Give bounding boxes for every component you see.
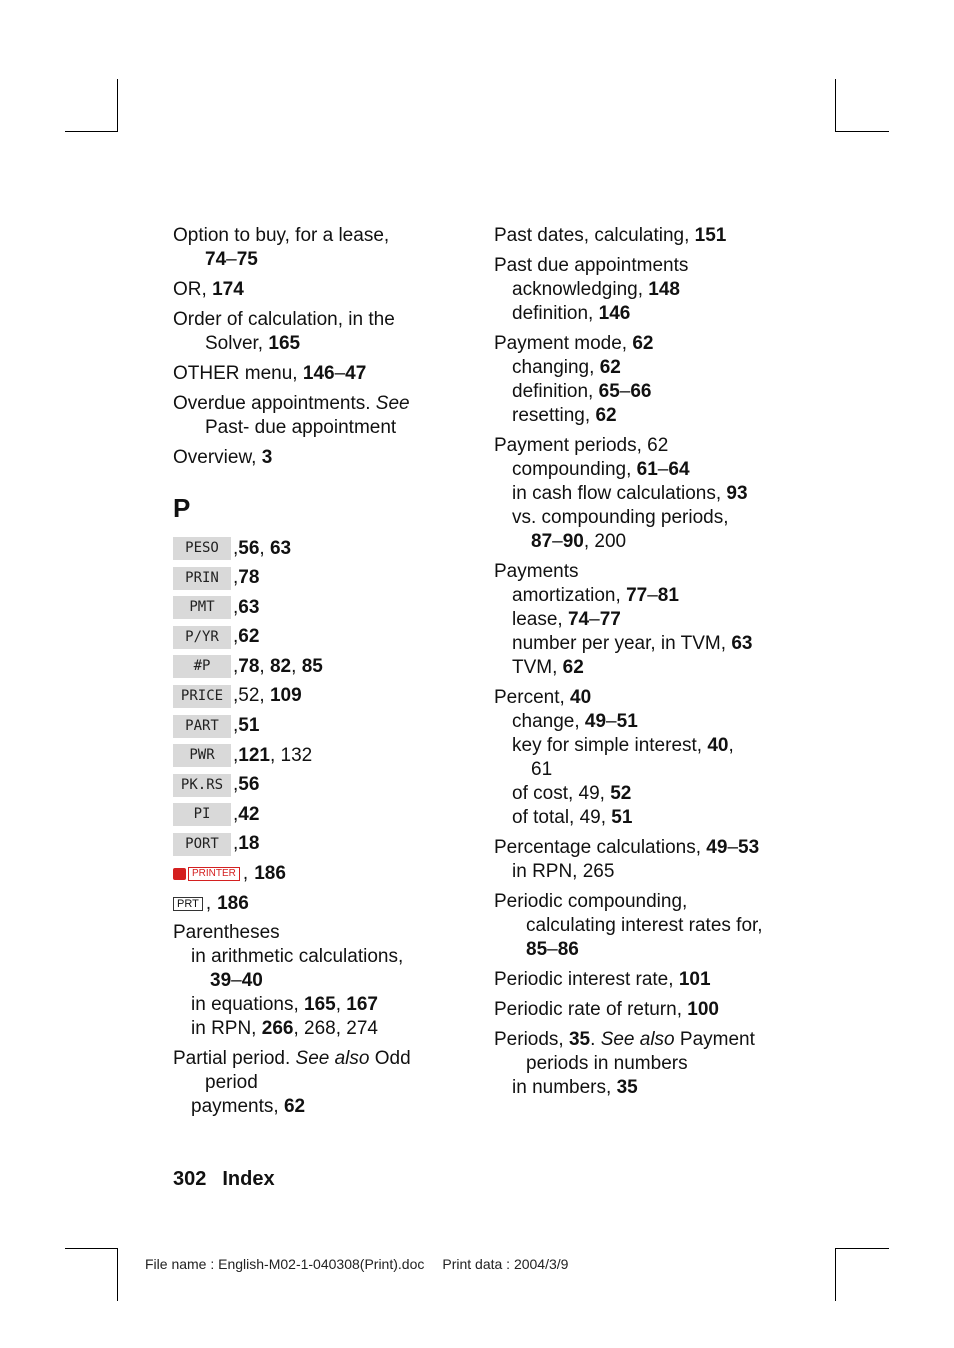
index-entry-printer-key: PRINTER , 186: [173, 862, 473, 887]
index-entry-periodic-interest-rate: [494, 968, 834, 992]
page-ref: 174: [212, 279, 244, 300]
entry-text: in RPN, 265: [512, 861, 615, 882]
page-ref: 35: [616, 1077, 638, 1098]
index-entry-payment-mode: Payment mode, 62 changing, 62 definition, 65–66 resetting, 62: [494, 333, 654, 426]
prt-key-icon: PRT: [173, 897, 203, 911]
index-entry-menu-key: PWR , 121 , 132: [173, 743, 473, 768]
page-ref-text: 61: [531, 759, 553, 780]
page-ref: 121: [238, 744, 270, 766]
index-entry-parentheses: Parentheses in arithmetic calculations, 39–40 in equations, 165, 167 in RPN, 266, 268, 274: [173, 921, 473, 1041]
index-section-letter: P: [173, 493, 191, 523]
page-ref: 132: [280, 744, 313, 766]
menu-key-icon: PART: [173, 715, 231, 738]
entry-text: payments,: [191, 1095, 279, 1117]
index-entry-periods: Periods, 35. See also Payment periods in numbers in numbers, 35: [494, 1028, 834, 1100]
crop-mark-top-right-h: [835, 131, 889, 132]
page-ref: 52: [610, 783, 632, 804]
page-ref: 63: [238, 596, 260, 618]
index-entry-menu-key: PMT , 63: [173, 595, 473, 620]
print-file-info: [145, 1256, 586, 1272]
page-ref: 77: [599, 609, 621, 630]
entry-text: in numbers,: [512, 1077, 612, 1098]
page-ref-text: , 268, 274: [293, 1017, 378, 1039]
page-ref: 87: [531, 531, 553, 552]
entry-text: Percentage calculations,: [494, 837, 702, 858]
menu-key-icon: PRICE: [173, 685, 231, 708]
file-name: File name : English-M02-1-040308(Print).doc: [145, 1256, 425, 1272]
entry-text: resetting,: [512, 405, 591, 426]
index-entry-overdue: [173, 392, 473, 440]
entry-text: in equations,: [191, 993, 299, 1015]
see-reference: See also: [295, 1047, 370, 1069]
page-ref: 109: [269, 685, 302, 707]
index-entry-menu-key: PORT , 18: [173, 832, 473, 857]
page-ref: 78: [238, 655, 260, 677]
menu-key-icon: #P: [173, 655, 231, 678]
index-entry-prt-key: PRT , 186: [173, 891, 473, 916]
entry-text: in cash flow calculations,: [512, 483, 722, 504]
entry-text: Overdue appointments.: [173, 393, 371, 414]
menu-key-icon: PESO: [173, 537, 231, 560]
index-entry-periodic-rate-of-return: [494, 998, 834, 1022]
page-ref: 49: [706, 837, 728, 858]
page-ref: 61: [636, 459, 658, 480]
crop-mark-bottom-left-v: [117, 1248, 118, 1301]
page-ref: 85: [301, 655, 323, 677]
printer-key-icon: [173, 867, 240, 881]
entry-text: of cost, 49,: [512, 783, 605, 804]
page-ref: 74: [205, 249, 227, 270]
index-entry-menu-key: PI , 42: [173, 802, 473, 827]
entry-text: Odd: [374, 1047, 411, 1069]
page-ref: 62: [632, 333, 654, 354]
crop-mark-bottom-left-h: [65, 1248, 118, 1249]
entry-text: definition,: [512, 381, 594, 402]
page-ref: 82: [269, 655, 292, 677]
printer-key-label: PRINTER: [188, 867, 240, 881]
entry-text: Payment periods, 62: [494, 435, 669, 456]
entry-text: OR,: [173, 279, 207, 300]
page-ref: 62: [283, 1095, 306, 1117]
crop-mark-bottom-right-v: [835, 1248, 836, 1301]
index-entry-order-of-calculation: [173, 308, 473, 356]
entry-text: Option to buy, for a lease,: [173, 225, 390, 246]
page-ref: 86: [557, 939, 579, 960]
page-ref: 75: [236, 249, 258, 270]
entry-text: Overview,: [173, 447, 257, 468]
page-ref: 167: [346, 993, 378, 1015]
entry-text: number per year, in TVM,: [512, 633, 727, 654]
page-ref: 42: [238, 803, 260, 825]
page-ref: 186: [217, 892, 249, 914]
index-entry-partial-period: [173, 1047, 473, 1119]
page-ref: 100: [687, 999, 719, 1020]
index-entry-periodic-compounding: Periodic compounding, calculating interest rates for, 85–86: [494, 890, 834, 962]
entry-text: OTHER menu,: [173, 363, 298, 384]
menu-key-icon: PRIN: [173, 567, 231, 590]
entry-text: definition,: [512, 303, 594, 324]
shift-key-icon: [173, 868, 186, 880]
page-ref: 66: [630, 381, 652, 402]
index-entry-option-to-buy: Option to buy, for a lease, 74–75: [173, 224, 473, 272]
entry-text: amortization,: [512, 585, 621, 606]
page-ref: 40: [707, 735, 729, 756]
entry-text: Payment: [679, 1029, 755, 1050]
entry-text: Past due appointments: [494, 255, 689, 276]
see-reference: See: [375, 393, 410, 414]
index-entry-payment-periods: Payment periods, 62 compounding, 61–64 in cash flow calculations, 93 vs. compounding periods, 87–90, 200: [494, 434, 834, 554]
page-ref: 146: [302, 363, 335, 384]
index-right-column: [494, 224, 834, 1106]
page-ref-text: , 200: [583, 531, 627, 552]
crop-mark-top-left-h: [65, 131, 118, 132]
page-number: 302: [173, 1168, 207, 1190]
index-entry-overview: [173, 446, 473, 470]
page-ref: 74: [567, 609, 590, 630]
page-ref: 62: [595, 405, 617, 426]
index-entry-or: [173, 278, 473, 302]
menu-key-icon: P/YR: [173, 626, 231, 649]
page-ref: 63: [731, 633, 753, 654]
section-name: Index: [222, 1168, 275, 1190]
page-ref: 51: [611, 807, 633, 828]
index-entry-menu-key: #P , 78 , 82 , 85: [173, 654, 473, 679]
entry-text: calculating interest rates for,: [526, 915, 763, 936]
entry-text: Periodic interest rate,: [494, 969, 674, 990]
page-ref: 35: [568, 1029, 591, 1050]
print-date: Print data : 2004/3/9: [442, 1256, 569, 1272]
page-ref: 146: [598, 303, 631, 324]
page-ref: 266: [261, 1017, 294, 1039]
index-entry-past-dates: [494, 224, 834, 248]
entry-text: Payment mode,: [494, 333, 628, 354]
menu-key-icon: PWR: [173, 744, 231, 767]
entry-text: Order of calculation, in the: [173, 309, 395, 330]
menu-key-entries: [173, 536, 473, 857]
page-ref: 64: [668, 459, 690, 480]
entry-text: acknowledging,: [512, 279, 643, 300]
page-ref: 65: [598, 381, 620, 402]
page-ref: 39: [210, 969, 232, 991]
entry-text: key for simple interest,: [512, 735, 703, 756]
page-ref: 62: [238, 626, 260, 648]
page-ref: 148: [648, 279, 680, 300]
index-entry-payments: Payments amortization, 77–81 lease, 74–77 number per year, in TVM, 63 TVM, 62: [494, 560, 834, 680]
menu-key-icon: PI: [173, 803, 231, 826]
page-ref: 53: [738, 837, 760, 858]
crop-mark-bottom-right-h: [835, 1248, 889, 1249]
entry-text: periods in numbers: [526, 1053, 688, 1074]
entry-text: in RPN,: [191, 1017, 257, 1039]
entry-text: period: [205, 1071, 258, 1093]
page-ref: 56: [238, 537, 260, 559]
page-footer: [173, 1168, 291, 1191]
entry-text: vs. compounding periods,: [512, 507, 729, 528]
entry-text: of total, 49,: [512, 807, 607, 828]
entry-text: in arithmetic calculations,: [191, 945, 404, 967]
page-ref: 47: [345, 363, 367, 384]
entry-text: Partial period.: [173, 1047, 291, 1069]
page-ref: 165: [268, 333, 301, 354]
entry-text: Solver,: [205, 333, 264, 354]
page-ref: 90: [562, 531, 584, 552]
page-ref: 40: [241, 969, 263, 991]
entry-text: changing,: [512, 357, 595, 378]
index-entry-menu-key: PRICE , 52, 109: [173, 684, 473, 709]
entry-text: change,: [512, 711, 580, 732]
crop-mark-top-left-v: [117, 79, 118, 132]
index-entry-past-due: [494, 254, 834, 326]
menu-key-icon: PK.RS: [173, 774, 231, 797]
page-ref: 77: [626, 585, 648, 606]
page-ref: 81: [657, 585, 679, 606]
entry-text: Parentheses: [173, 921, 280, 943]
page-ref: 63: [269, 537, 292, 559]
page-ref: 101: [678, 969, 711, 990]
entry-text: Periodic compounding,: [494, 891, 688, 912]
page-ref: 56: [238, 774, 260, 796]
page-ref: 85: [526, 939, 548, 960]
index-entry-menu-key: PK.RS , 56: [173, 773, 473, 798]
index-entry-menu-key: PRIN , 78: [173, 566, 473, 591]
page-ref: 78: [238, 567, 260, 589]
menu-key-icon: PMT: [173, 596, 231, 619]
index-left-column: [173, 224, 473, 1125]
menu-key-icon: PORT: [173, 833, 231, 856]
entry-text: Percent,: [494, 687, 565, 708]
page-ref: 165: [304, 993, 336, 1015]
page-ref: 51: [616, 711, 638, 732]
entry-text: Past dates, calculating,: [494, 225, 690, 246]
see-reference: See also: [600, 1029, 675, 1050]
index-entry-menu-key: PESO , 56 , 63: [173, 536, 473, 561]
page-ref: 18: [238, 833, 260, 855]
page-ref: 51: [238, 715, 260, 737]
page-ref: 3: [261, 447, 273, 468]
page-ref: 93: [726, 483, 748, 504]
crop-mark-top-right-v: [835, 79, 836, 132]
entry-text: TVM,: [512, 657, 558, 678]
entry-text: compounding,: [512, 459, 632, 480]
page-ref: 62: [562, 657, 584, 678]
index-entry-other-menu: OTHER menu, 146–47: [173, 363, 367, 384]
entry-text: Periodic rate of return,: [494, 999, 682, 1020]
index-entry-percent: Percent, 40 change, 49–51 key for simple interest, 40, 61 of cost, 49, 52 of total, 49, 51: [494, 686, 834, 830]
page-ref: 186: [254, 863, 286, 885]
page-ref: 40: [570, 687, 592, 708]
entry-text: lease,: [512, 609, 563, 630]
page-ref: 151: [694, 225, 727, 246]
page-ref-text: 52,: [238, 685, 265, 707]
entry-text: Past- due appointment: [205, 417, 397, 438]
index-entry-menu-key: P/YR , 62: [173, 625, 473, 650]
index-entry-percentage-calculations: Percentage calculations, 49–53 in RPN, 265: [494, 836, 834, 884]
page-ref: 62: [599, 357, 621, 378]
index-entry-menu-key: PART , 51: [173, 714, 473, 739]
entry-text: Payments: [494, 561, 579, 582]
entry-text: Periods,: [494, 1029, 564, 1050]
page-ref: 49: [584, 711, 607, 732]
